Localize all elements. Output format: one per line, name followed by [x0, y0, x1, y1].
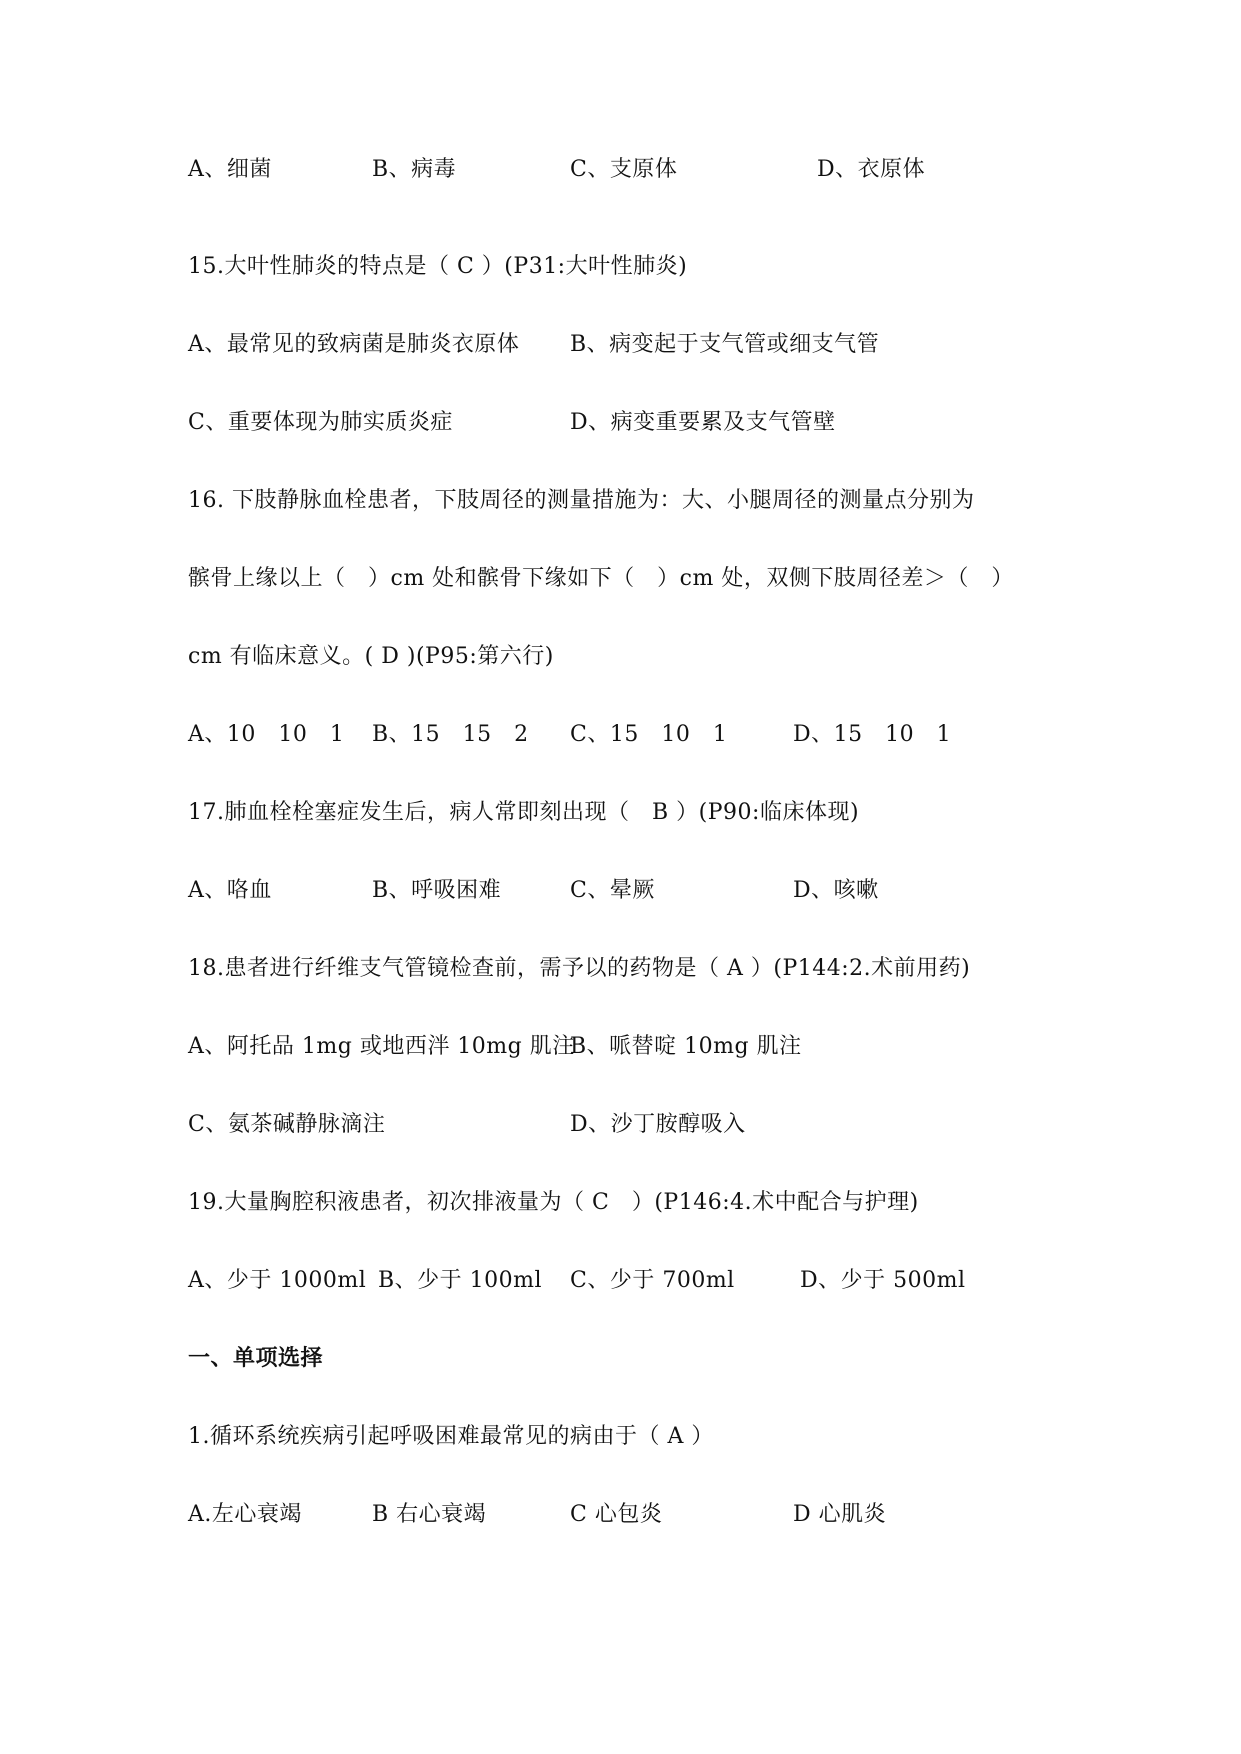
s1-option-b: B 右心衰竭 [372, 1502, 487, 1527]
s1-stem: 1.循环系统疾病引起呼吸困难最常见的病由于（ A ） [188, 1424, 714, 1449]
s1-option-c: C 心包炎 [570, 1502, 663, 1527]
q18-stem: 18.患者进行纤维支气管镜检查前，需予以的药物是（ A ）(P144:2.术前用药) [188, 956, 971, 981]
q18-option-b: B、哌替啶 10mg 肌注 [570, 1034, 802, 1059]
s1-option-d: D 心肌炎 [793, 1502, 887, 1527]
q14-option-b: B、病毒 [372, 157, 457, 182]
q16-stem-line2: 髌骨上缘以上（ ）cm 处和髌骨下缘如下（ ）cm 处，双侧下肢周径差＞（ ） [188, 566, 1014, 591]
q15-option-d: D、病变重要累及支气管壁 [570, 410, 836, 435]
section-heading: 一、单项选择 [188, 1346, 324, 1371]
q16-stem-line1: 16. 下肢静脉血栓患者，下肢周径的测量措施为：大、小腿周径的测量点分别为 [188, 488, 975, 513]
q18-option-a: A、阿托品 1mg 或地西泮 10mg 肌注 [188, 1034, 575, 1059]
q19-stem: 19.大量胸腔积液患者，初次排液量为（ C ）(P146:4.术中配合与护理) [188, 1190, 919, 1215]
q17-option-c: C、晕厥 [570, 878, 655, 903]
q15-option-c: C、重要体现为肺实质炎症 [188, 410, 453, 435]
q16-option-b: B、15 15 2 [372, 722, 529, 747]
q16-stem-line3: cm 有临床意义。( D )(P95:第六行) [188, 644, 554, 669]
q16-option-d: D、15 10 1 [793, 722, 952, 747]
q19-option-a: A、少于 1000ml [188, 1268, 367, 1293]
q18-option-c: C、氨茶碱静脉滴注 [188, 1112, 386, 1137]
q17-option-d: D、咳嗽 [793, 878, 879, 903]
s1-option-a: A.左心衰竭 [188, 1502, 302, 1527]
q18-option-d: D、沙丁胺醇吸入 [570, 1112, 746, 1137]
q19-option-b: B、少于 100ml [378, 1268, 543, 1293]
q16-option-c: C、15 10 1 [570, 722, 728, 747]
q19-option-c: C、少于 700ml [570, 1268, 735, 1293]
q16-option-a: A、10 10 1 [188, 722, 345, 747]
q15-option-b: B、病变起于支气管或细支气管 [570, 332, 880, 357]
q17-option-b: B、呼吸困难 [372, 878, 502, 903]
q19-option-d: D、少于 500ml [800, 1268, 966, 1293]
q14-option-c: C、支原体 [570, 157, 678, 182]
q17-option-a: A、咯血 [188, 878, 272, 903]
q17-stem: 17.肺血栓栓塞症发生后，病人常即刻出现（ B ）(P90:临床体现) [188, 800, 860, 825]
q15-option-a: A、最常见的致病菌是肺炎衣原体 [188, 332, 520, 357]
q14-option-d: D、衣原体 [817, 157, 926, 182]
q14-option-a: A、细菌 [188, 157, 272, 182]
q15-stem: 15.大叶性肺炎的特点是（ C ）(P31:大叶性肺炎) [188, 254, 688, 279]
